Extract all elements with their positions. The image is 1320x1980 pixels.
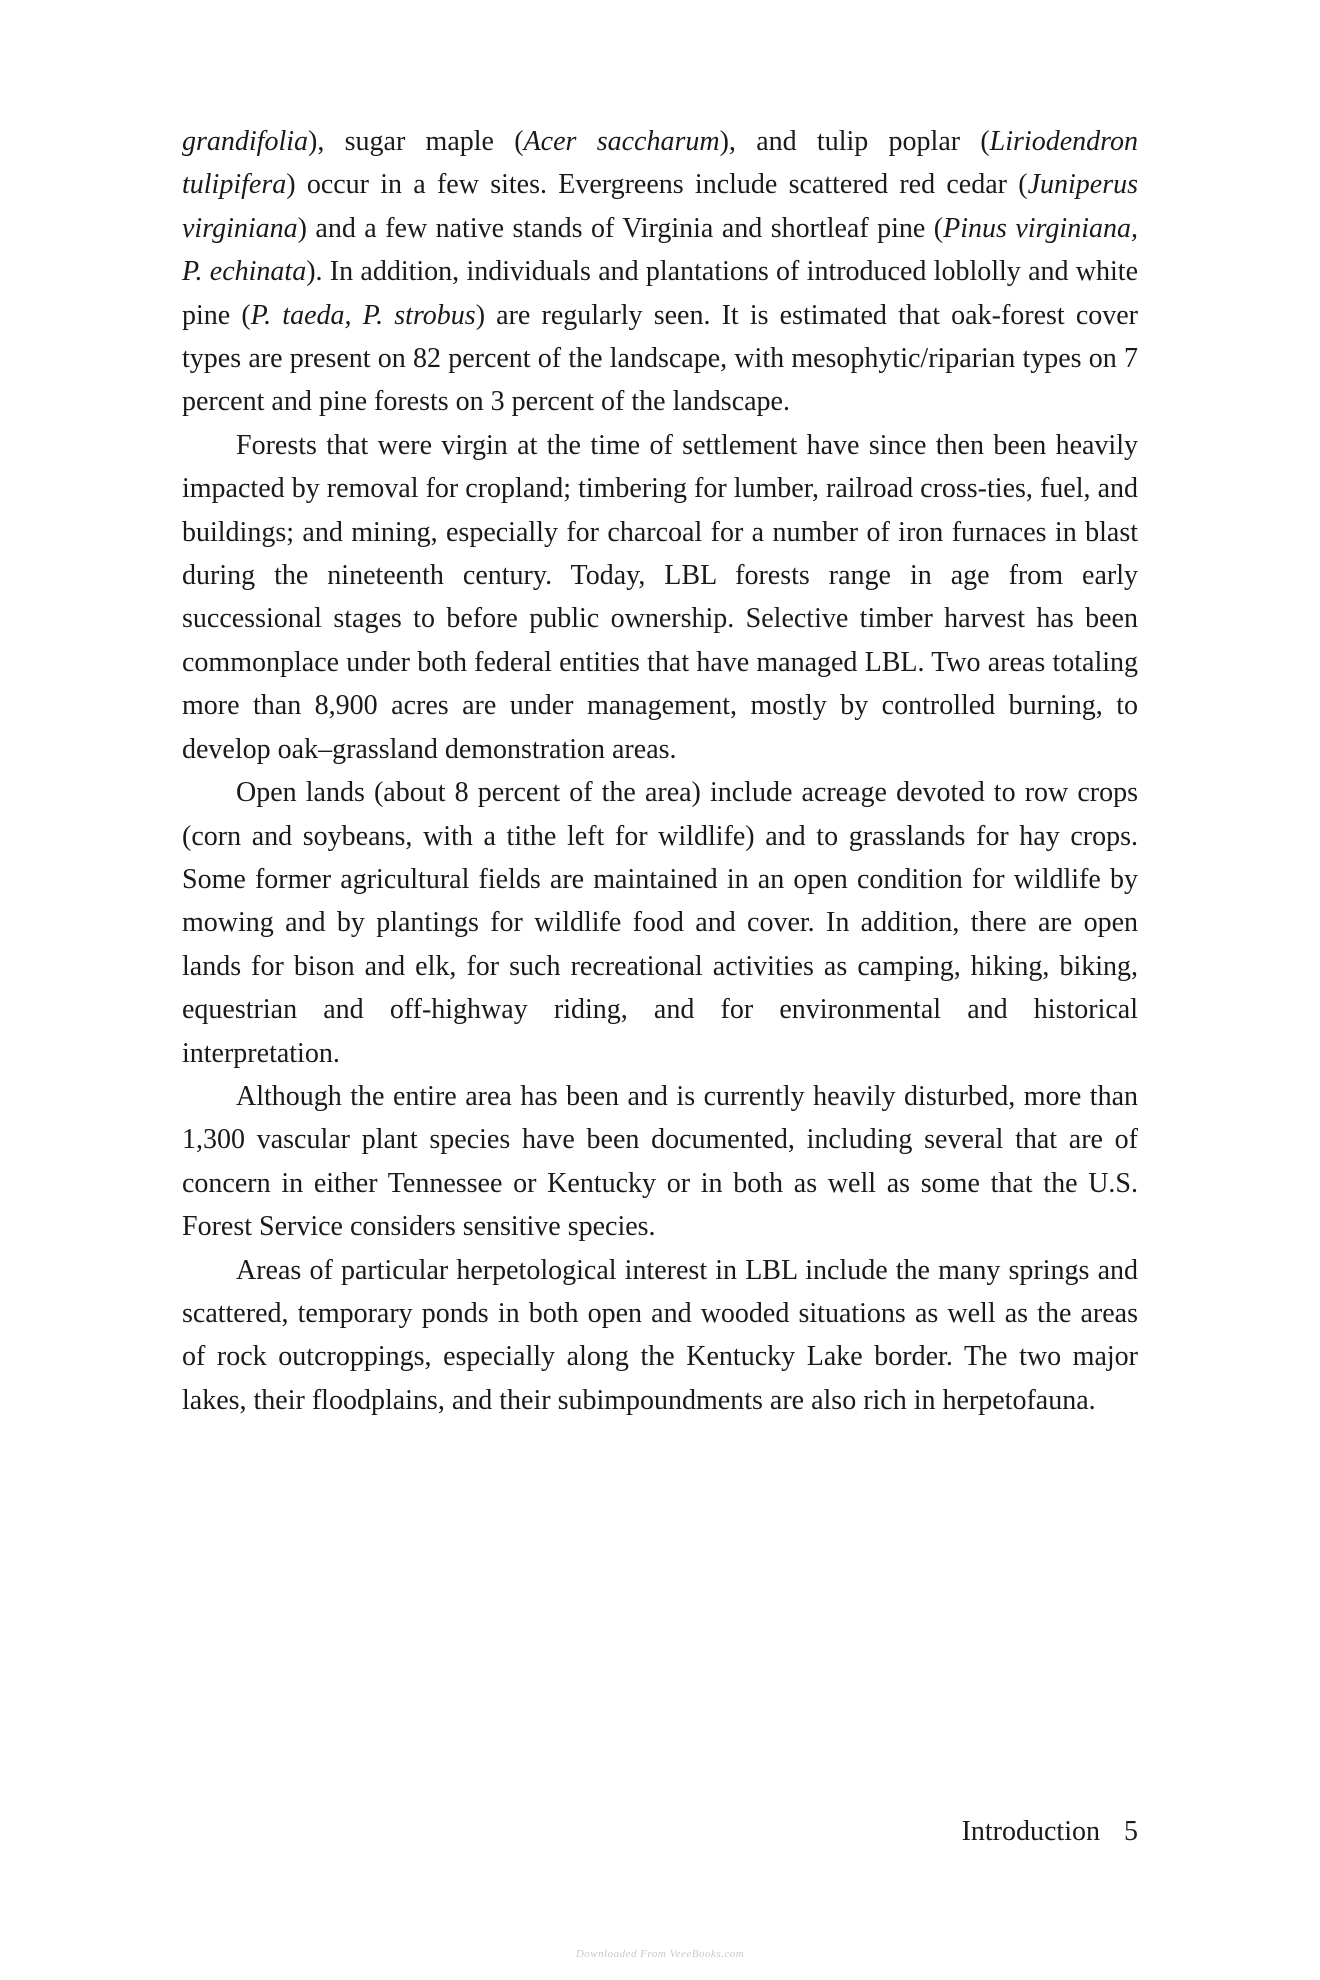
italic-run: Pinus virginiana, P. echinata: [182, 212, 1138, 288]
italic-run: Juniperus virginiana: [182, 169, 1138, 244]
running-footer: [962, 1816, 1138, 1848]
text-run: Open lands (about 8 percent of the area) include acreage devoted to row crops (corn and soybeans, with a tithe left for wildlife) and to grasslands for hay crops. Some former agricultural fields are maintained in an open condition for wildlife by mowing and by plantings for wildlife food and cover. In addition, there are open lands for bison and elk, for such recreational activities as camping, hiking, biking, equestrian and off-highway riding, and for environmental and historical interpretation.: [182, 777, 1138, 1069]
text-run: ), sugar maple (: [308, 126, 524, 157]
paragraph-5: [182, 1249, 1138, 1423]
text-run: Forests that were virgin at the time of settlement have since then been heavily impacted by removal for cropland; timbering for lumber, railroad cross-ties, fuel, and buildings; and mining, especially for charcoal for a number of iron furnaces in blast during the nineteenth century. Today, LBL forests range in age from early successional stages to before public ownership. Selective timber harvest has been commonplace under both federal entities that have managed LBL. Two areas totaling more than 8,900 acres are under management, mostly by controlled burning, to develop oak–grassland demonstration areas.: [182, 429, 1138, 765]
paragraph-2: [182, 424, 1138, 771]
italic-run: P. taeda, P. strobus: [250, 299, 476, 331]
download-watermark: Downloaded From VeeeBooks.com: [575, 1948, 745, 1960]
italic-run: grandifolia: [182, 126, 309, 157]
text-run: ) are regularly seen. It is estimated that oak-forest cover types are present on 82 percent of the landscape, with mesophytic/riparian types on 7 percent and pine forests on 3 percent of the landscape.: [182, 299, 1139, 418]
paragraph-1: [182, 120, 1138, 424]
paragraph-4: [182, 1075, 1138, 1249]
page-body: [182, 120, 1138, 1422]
footer-section-title: Introduction: [961, 1816, 1100, 1847]
italic-run: Acer saccharum: [523, 126, 720, 157]
text-run: ). In addition, individuals and plantations of introduced loblolly and white pine (: [182, 256, 1138, 331]
text-run: ) and a few native stands of Virginia and shortleaf pine (: [297, 212, 944, 244]
text-run: ) occur in a few sites. Evergreens include scattered red cedar (: [286, 169, 1028, 201]
text-run: Although the entire area has been and is currently heavily disturbed, more than 1,300 vascular plant species have been documented, including several that are of concern in either Tennessee or Kentucky or in both as well as some that the U.S. Forest Service considers sensitive species.: [182, 1080, 1138, 1243]
text-run: ), and tulip poplar (: [719, 126, 990, 157]
paragraph-3: [182, 771, 1138, 1075]
page-number: 5: [1124, 1816, 1138, 1847]
italic-run: Liriodendron tulipifera: [182, 126, 1138, 201]
text-run: Areas of particular herpetological interest in LBL include the many springs and scattered, temporary ponds in both open and wooded situations as well as the areas of rock outcroppings, especially along the Kentucky Lake border. The two major lakes, their floodplains, and their subimpoundments are also rich in herpetofauna.: [182, 1254, 1138, 1416]
